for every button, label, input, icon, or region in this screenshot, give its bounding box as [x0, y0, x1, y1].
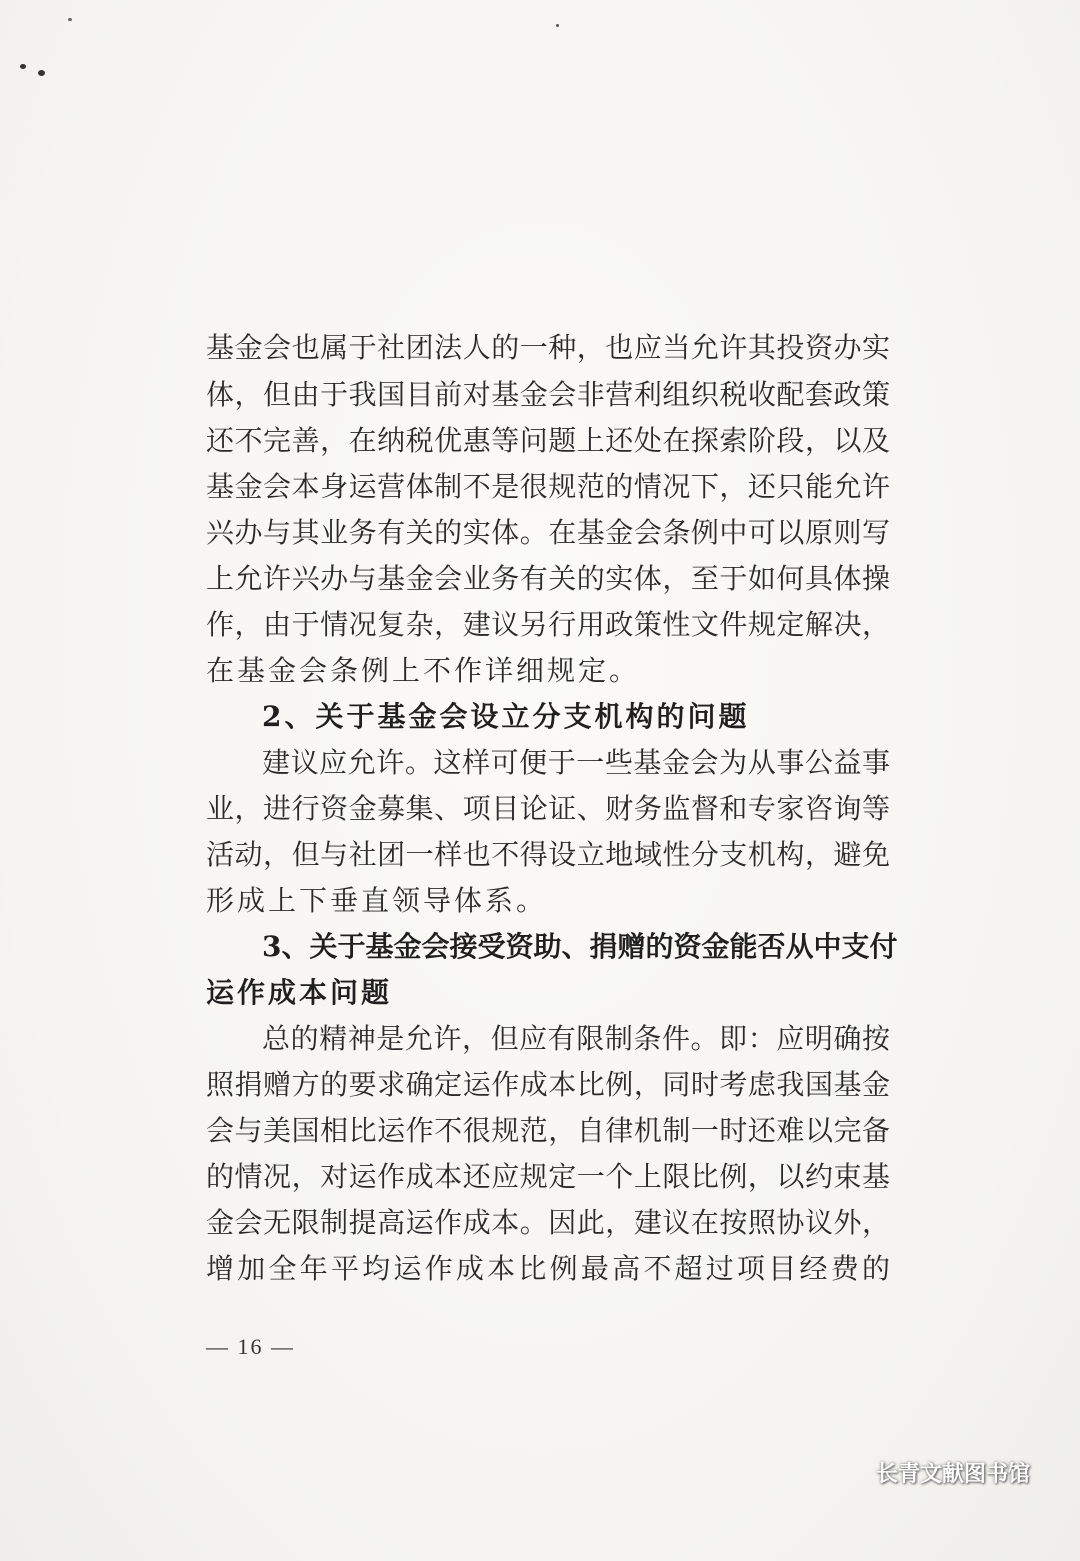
body-text-line: 金会无限制提高运作成本。因此，建议在按照协议外，	[206, 1206, 890, 1239]
page-number: — 16 —	[206, 1334, 295, 1359]
body-text-line: 基金会本身运营体制不是很规范的情况下，还只能允许	[206, 470, 890, 503]
body-text-line: 形成上下垂直领导体系。	[206, 884, 548, 917]
body-text-line: 基金会也属于社团法人的一种，也应当允许其投资办实	[206, 331, 890, 364]
body-text-line: 还不完善，在纳税优惠等问题上还处在探索阶段，以及	[206, 424, 890, 457]
body-text-line: 体，但由于我国目前对基金会非营利组织税收配套政策	[206, 378, 890, 411]
body-text-line: 会与美国相比运作不很规范，自律机制一时还难以完备	[206, 1114, 890, 1147]
section-heading-3: 3、关于基金会接受资助、捐赠的资金能否从中支付	[262, 930, 898, 963]
section-heading-3-continued: 运作成本问题	[206, 976, 393, 1009]
section-heading-2: 2、关于基金会设立分支机构的问题	[262, 700, 750, 733]
body-text-line: 业，进行资金募集、项目论证、财务监督和专家咨询等	[206, 792, 890, 825]
body-text-line: 总的精神是允许，但应有限制条件。即：应明确按	[262, 1022, 890, 1055]
body-text-line: 兴办与其业务有关的实体。在基金会条例中可以原则写	[206, 516, 890, 549]
body-text-line: 上允许兴办与基金会业务有关的实体，至于如何具体操	[206, 562, 890, 595]
body-text-line: 在基金会条例上不作详细规定。	[206, 654, 641, 687]
body-text-line: 建议应允许。这样可便于一些基金会为从事公益事	[262, 746, 890, 779]
body-text-line: 的情况，对运作成本还应规定一个上限比例，以约束基	[206, 1160, 890, 1193]
body-text-line: 增加全年平均运作成本比例最高不超过项目经费的	[206, 1252, 890, 1285]
watermark-label: 长青文献图书馆	[875, 1462, 1030, 1487]
body-text-line: 照捐赠方的要求确定运作成本比例，同时考虑我国基金	[206, 1068, 890, 1101]
body-text-line: 活动，但与社团一样也不得设立地域性分支机构，避免	[206, 838, 890, 871]
body-text-line: 作，由于情况复杂，建议另行用政策性文件规定解决，	[206, 608, 890, 641]
